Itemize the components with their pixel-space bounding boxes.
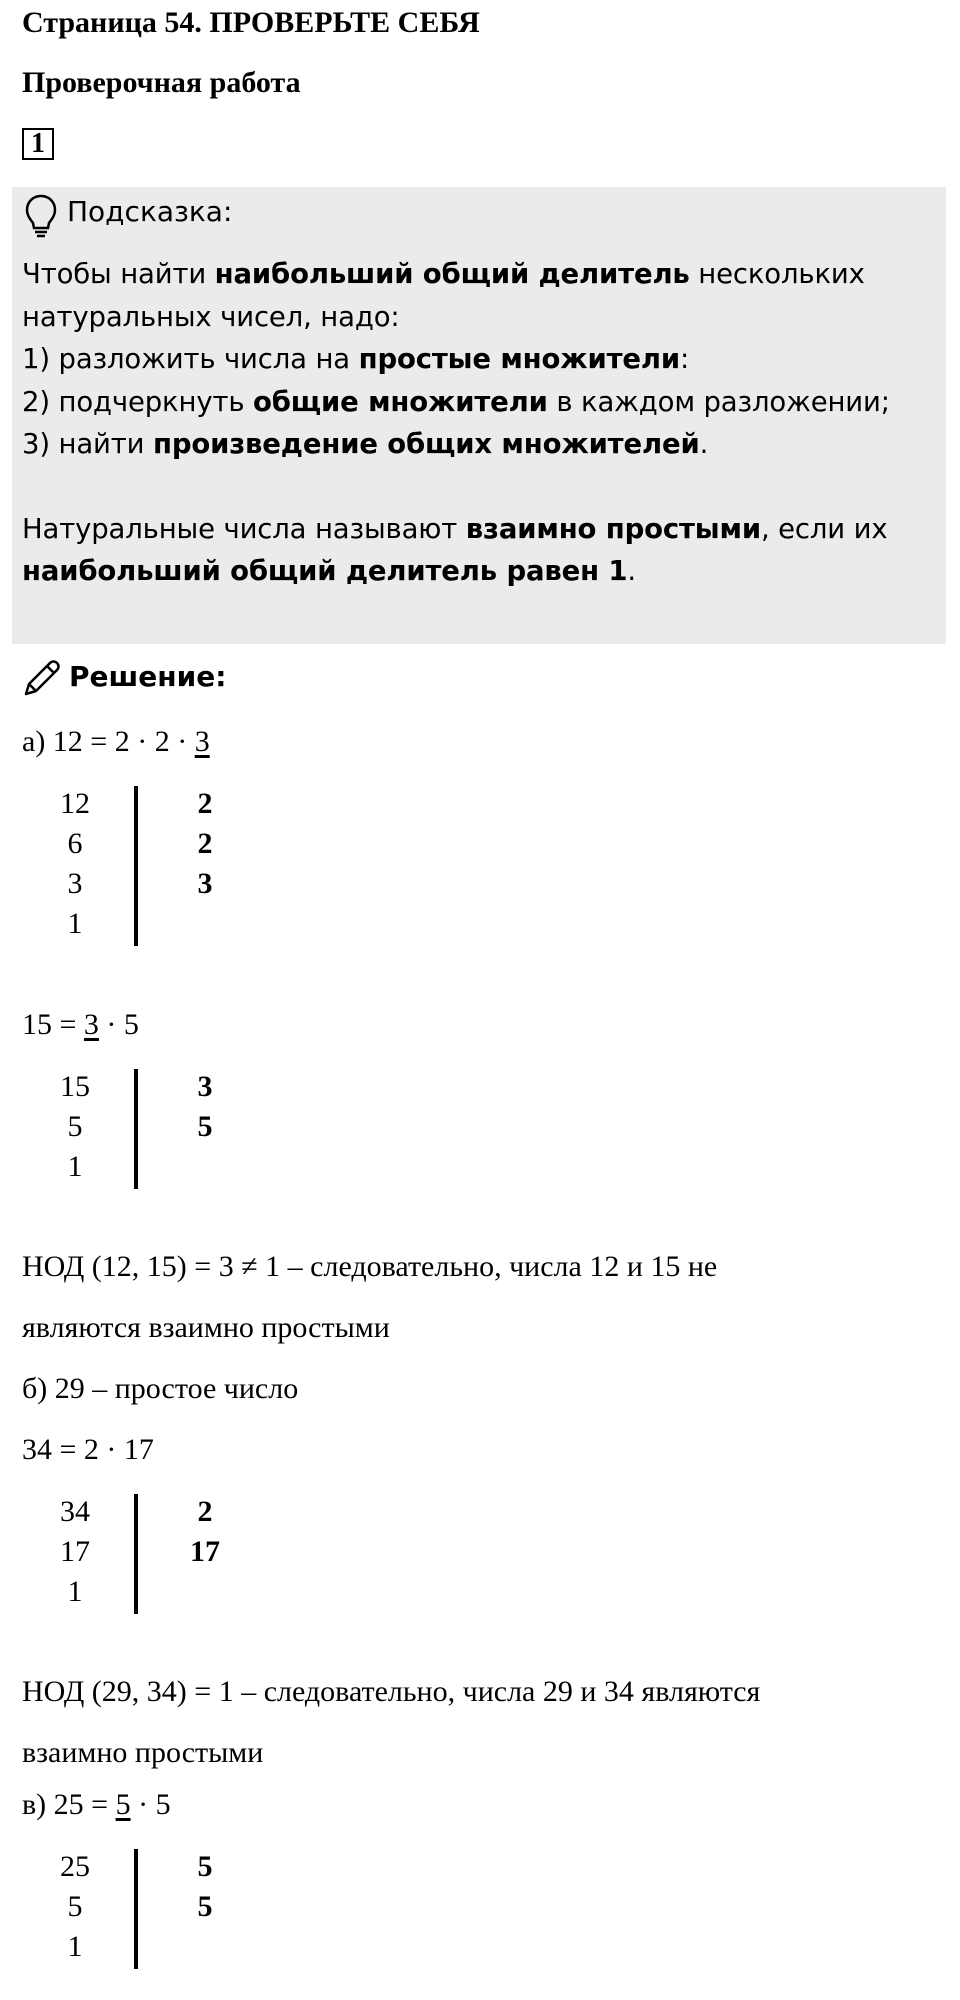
hint-title: Подсказка: xyxy=(67,195,233,228)
equation-34: 34 = 2 · 17 xyxy=(22,1433,154,1466)
gcd-29-34-line1: НОД (29, 34) = 1 – следовательно, числа 29 и 34 являются xyxy=(22,1675,761,1708)
dividend: 5 xyxy=(67,1890,83,1923)
prime-divisor: 3 xyxy=(197,1070,213,1103)
hint-line xyxy=(22,508,937,551)
hint-text-part: : xyxy=(679,343,690,375)
prime-divisor: 2 xyxy=(197,787,213,820)
division-bar xyxy=(134,1494,138,1614)
gcd-12-15-line1: НОД (12, 15) = 3 ≠ 1 – следовательно, числа 12 и 15 не xyxy=(22,1250,718,1283)
equation-part: в) 25 = xyxy=(22,1788,116,1821)
hint-text-part: . xyxy=(627,555,636,587)
hint-line: натуральных чисел, надо: xyxy=(22,300,400,333)
dividend: 12 xyxy=(60,787,90,820)
dividend: 25 xyxy=(60,1850,90,1883)
division-bar xyxy=(134,786,138,946)
gcd-12-15-line2: являются взаимно простыми xyxy=(22,1311,390,1344)
lightbulb-icon xyxy=(24,193,58,239)
hint-term: наибольший общий делитель равен 1 xyxy=(22,555,628,587)
part-v-line xyxy=(22,1788,171,1822)
dividend: 17 xyxy=(60,1535,90,1568)
hint-step-3 xyxy=(22,423,937,466)
hint-text-part: нескольких xyxy=(689,258,865,290)
underlined-factor: 5 xyxy=(115,1788,131,1821)
dividend: 1 xyxy=(67,907,83,940)
dividend: 1 xyxy=(67,1150,83,1183)
solution-title: Решение: xyxy=(69,660,227,693)
prime-divisor: 5 xyxy=(197,1850,213,1883)
dividend: 1 xyxy=(67,1575,83,1608)
dividend: 34 xyxy=(60,1495,90,1528)
hint-text-part: . xyxy=(699,428,709,460)
equation-part: а) 12 = 2 · 2 · xyxy=(22,725,195,758)
spacer xyxy=(22,466,937,508)
dividend: 15 xyxy=(60,1070,90,1103)
equation-part: · 5 xyxy=(98,1008,139,1041)
hint-text-part: 3) найти xyxy=(22,428,153,460)
part-b-line: б) 29 – простое число xyxy=(22,1372,299,1405)
underlined-factor: 3 xyxy=(194,725,210,758)
dividend: 6 xyxy=(67,827,83,860)
hint-text-part: 2) подчеркнуть xyxy=(22,385,253,418)
hint-term: общие множители xyxy=(253,385,548,418)
hint-text-part: Чтобы найти xyxy=(22,258,215,290)
division-bar xyxy=(134,1849,138,1969)
hint-line xyxy=(22,550,937,593)
hint-text-part: Натуральные числа называют xyxy=(22,512,466,545)
equation-15 xyxy=(22,1008,139,1042)
page-title: Страница 54. ПРОВЕРЬТЕ СЕБЯ xyxy=(22,6,480,39)
equation-part: · 5 xyxy=(130,1788,171,1821)
hint-text-part: , если их xyxy=(760,512,888,545)
part-a-line xyxy=(22,725,210,759)
underlined-factor: 3 xyxy=(83,1008,99,1041)
prime-divisor: 17 xyxy=(190,1535,220,1568)
hint-step-2 xyxy=(22,381,937,424)
hint-line xyxy=(22,253,937,296)
division-bar xyxy=(134,1069,138,1189)
hint-term: взаимно простыми xyxy=(465,512,761,545)
hint-term: произведение общих множителей xyxy=(152,428,700,460)
prime-divisor: 5 xyxy=(197,1110,213,1143)
pencil-icon xyxy=(22,658,62,698)
prime-divisor: 3 xyxy=(197,867,213,900)
gcd-29-34-line2: взаимно простыми xyxy=(22,1736,264,1769)
hint-term: простые множители xyxy=(358,343,680,375)
prime-divisor: 5 xyxy=(197,1890,213,1923)
equation-part: 15 = xyxy=(22,1008,84,1041)
hint-text-part: 1) разложить числа на xyxy=(22,343,359,375)
hint-text xyxy=(22,253,937,593)
hint-term: наибольший общий делитель xyxy=(214,258,690,290)
prime-divisor: 2 xyxy=(197,1495,213,1528)
prime-divisor: 2 xyxy=(197,827,213,860)
dividend: 3 xyxy=(67,867,83,900)
hint-box xyxy=(12,187,946,644)
hint-text-part: в каждом разложении; xyxy=(547,385,890,418)
dividend: 5 xyxy=(67,1110,83,1143)
dividend: 1 xyxy=(67,1930,83,1963)
task-number: 1 xyxy=(22,128,54,160)
work-title: Проверочная работа xyxy=(22,66,301,99)
hint-step-1 xyxy=(22,338,937,381)
